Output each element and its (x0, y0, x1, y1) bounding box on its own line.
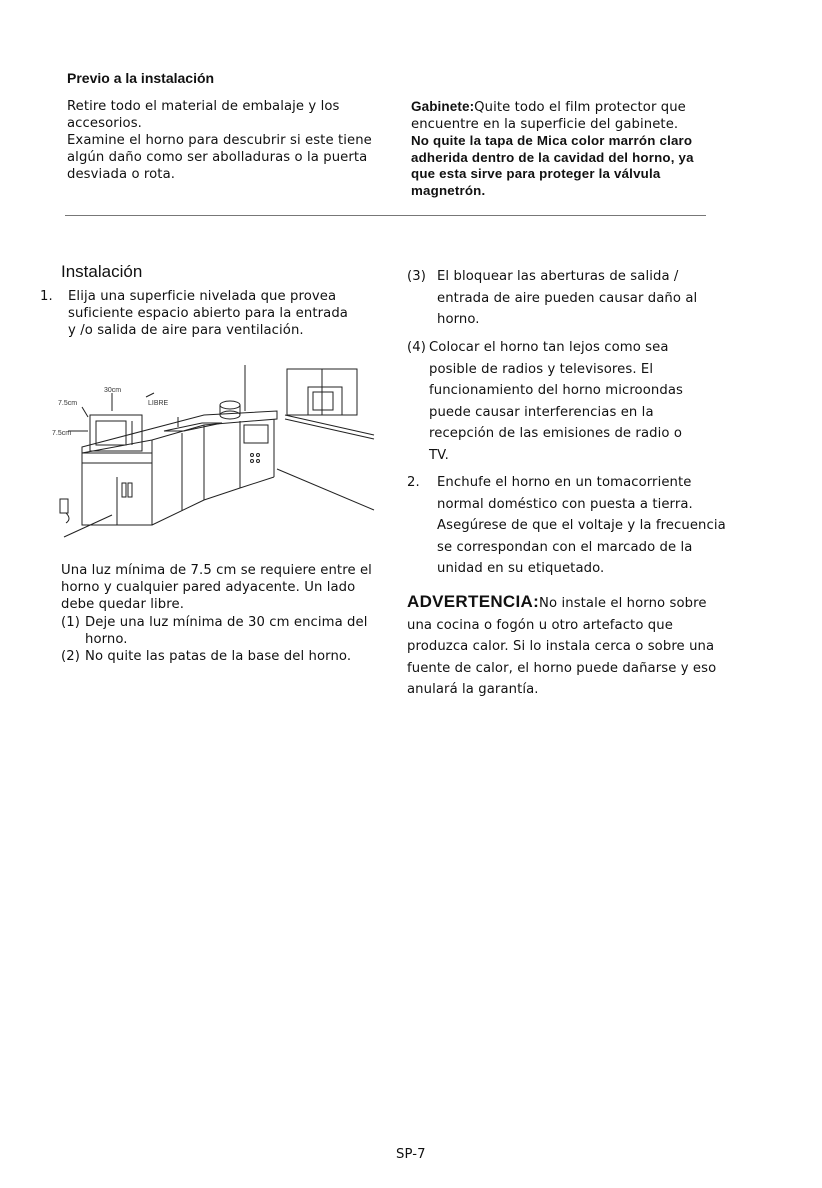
text-line: entrada de aire pueden causar daño al (437, 290, 698, 306)
sub-item-2 (61, 648, 391, 665)
text-line: posible de radios y televisores. El (429, 361, 654, 377)
text-line: horno. (437, 312, 480, 327)
text-line: Asegúrese de que el voltaje y la frecuencia (437, 518, 726, 533)
text-line: adherida dentro de la cavidad del horno, ya (411, 149, 694, 165)
clearance-text (61, 562, 391, 613)
text-line: normal doméstico con puesta a tierra. (437, 496, 693, 512)
text-line: horno. (85, 632, 128, 647)
section-heading-previo: Previo a la instalación (67, 70, 215, 86)
text-line: una cocina o fogón u otro artefacto que (407, 617, 673, 633)
label-7-5cm-top: 7.5cm (58, 400, 78, 407)
text-line: recepción de las emisiones de radio o (429, 426, 682, 441)
text-line: funcionamiento del horno microondas (429, 383, 683, 398)
label-libre: LIBRE (148, 400, 169, 407)
text-line: Retire todo el material de embalaje y los (67, 99, 340, 114)
item-number: (3) (407, 269, 426, 284)
label-7-5cm-side: 7.5cm (52, 430, 72, 437)
text-line: encuentre en la superficie del gabinete. (411, 117, 679, 132)
text-line: anulará la garantía. (407, 682, 539, 697)
text-line: Enchufe el horno en un tomacorriente (437, 475, 692, 490)
sub-item-3 (407, 266, 767, 331)
text-line: magnetrón. (411, 182, 486, 198)
text-line: se correspondan con el marcado de la (437, 539, 693, 555)
text-line: algún daño como ser abolladuras o la puerta (67, 150, 368, 165)
text-line: que esta sirve para proteger la válvula (411, 166, 661, 181)
text-line: Una luz mínima de 7.5 cm se requiere entre el (61, 563, 372, 578)
page-number: SP-7 (396, 1147, 426, 1162)
sub-item-4 (407, 337, 767, 466)
mica-warning (411, 133, 761, 199)
divider (65, 215, 706, 216)
text-line: Deje una luz mínima de 30 cm encima del (85, 615, 368, 630)
text-line: El bloquear las aberturas de salida / (437, 269, 679, 284)
text-line: suficiente espacio abierto para la entrada (68, 306, 348, 321)
warning-block (407, 591, 777, 701)
text-line: desviada o rota. (67, 167, 176, 182)
text-line: Colocar el horno tan lejos como sea (429, 340, 669, 355)
kitchen-installation-illustration (52, 365, 380, 543)
text-line: No instale el horno sobre (539, 596, 707, 611)
item-number: 1. (40, 289, 53, 304)
previo-left-text (67, 98, 387, 183)
section-heading-instalacion: Instalación (61, 262, 143, 281)
gabinete-label: Gabinete: (411, 99, 475, 114)
item-1 (40, 288, 385, 339)
text-line: No quite la tapa de Mica color marrón claro (411, 133, 693, 148)
text-line: Quite todo el film protector que (474, 100, 686, 115)
text-line: y /o salida de aire para ventilación. (68, 323, 304, 338)
text-line: Elija una superficie nivelada que provea (68, 289, 337, 304)
item-number: (1) (61, 615, 80, 630)
warning-label: ADVERTENCIA: (407, 592, 540, 611)
text-line: debe quedar libre. (61, 597, 185, 612)
item-number: 2. (407, 475, 420, 490)
text-line: TV. (429, 447, 449, 463)
text-line: puede causar interferencias en la (429, 404, 654, 420)
label-30cm: 30cm (104, 387, 122, 394)
text-line: Examine el horno para descubrir si este tiene (67, 133, 372, 148)
text-line: No quite las patas de la base del horno. (85, 649, 352, 664)
text-line: accesorios. (67, 116, 142, 131)
text-line: produzca calor. Si lo instala cerca o sobre una (407, 639, 715, 654)
previo-right-text (411, 98, 761, 199)
item-number: (2) (61, 649, 80, 664)
text-line: fuente de calor, el horno puede dañarse y eso (407, 660, 717, 676)
text-line: horno y cualquier pared adyacente. Un lado (61, 580, 356, 595)
item-2 (407, 472, 777, 580)
sub-item-1 (61, 614, 391, 648)
item-number: (4) (407, 340, 426, 355)
text-line: unidad en su etiquetado. (437, 561, 605, 576)
